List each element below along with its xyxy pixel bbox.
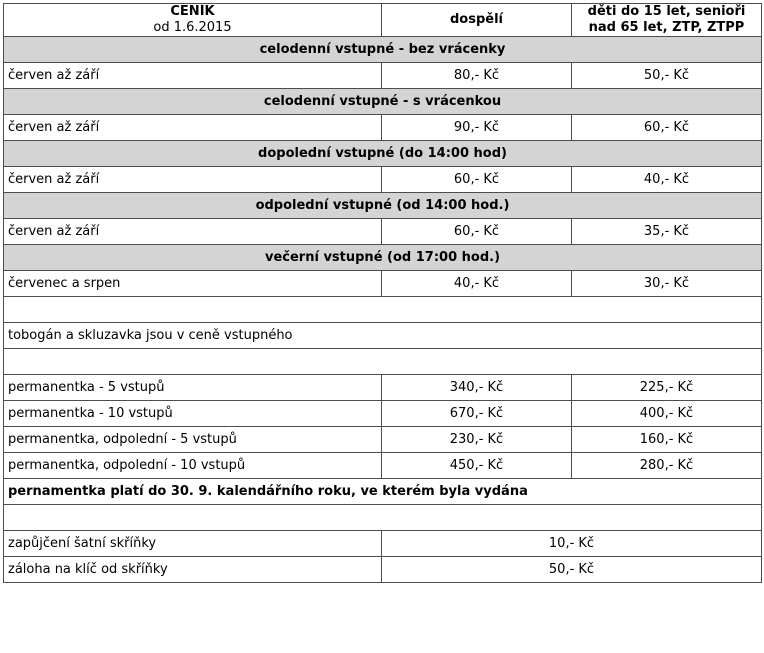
section-header: [4, 193, 762, 219]
price-adult: 450,- Kč: [382, 453, 572, 479]
price-list-title: CENÍK: [170, 4, 215, 19]
row-label: červen až září: [4, 115, 382, 141]
row-label: permanentka - 10 vstupů: [4, 401, 382, 427]
row-label: červen až září: [4, 167, 382, 193]
empty-cell: [4, 349, 762, 375]
empty-row: [4, 297, 762, 323]
empty-cell: [4, 297, 762, 323]
header-row: [4, 4, 762, 37]
price-reduced: 60,- Kč: [572, 115, 762, 141]
note-row: [4, 479, 762, 505]
section-title: odpolední vstupné (od 14:00 hod.): [4, 193, 762, 219]
price-adult: 670,- Kč: [382, 401, 572, 427]
table-row: [4, 115, 762, 141]
empty-row: [4, 349, 762, 375]
section-title: celodenní vstupné - bez vrácenky: [4, 37, 762, 63]
price-adult: 340,- Kč: [382, 375, 572, 401]
section-title: večerní vstupné (od 17:00 hod.): [4, 245, 762, 271]
slide-note: tobogán a skluzavka jsou v ceně vstupného: [4, 323, 762, 349]
section-header: [4, 245, 762, 271]
row-label: červen až září: [4, 219, 382, 245]
row-label: záloha na klíč od skříňky: [4, 557, 382, 583]
price-table: [3, 3, 762, 583]
row-label: permanentka, odpolední - 5 vstupů: [4, 427, 382, 453]
price-reduced: 400,- Kč: [572, 401, 762, 427]
note-row: [4, 323, 762, 349]
price-adult: 90,- Kč: [382, 115, 572, 141]
table-row: [4, 401, 762, 427]
price-reduced: 225,- Kč: [572, 375, 762, 401]
price-reduced: 280,- Kč: [572, 453, 762, 479]
valid-from-date: od 1.6.2015: [153, 20, 232, 35]
row-label: zapůjčení šatní skříňky: [4, 531, 382, 557]
table-row: [4, 427, 762, 453]
table-row: [4, 219, 762, 245]
price-adult: 40,- Kč: [382, 271, 572, 297]
price-reduced: 40,- Kč: [572, 167, 762, 193]
pass-validity-note: pernamentka platí do 30. 9. kalendářního roku, ve kterém byla vydána: [4, 479, 762, 505]
table-row: [4, 375, 762, 401]
row-label: červenec a srpen: [4, 271, 382, 297]
section-title: dopolední vstupné (do 14:00 hod): [4, 141, 762, 167]
section-title: celodenní vstupné - s vrácenkou: [4, 89, 762, 115]
row-label: permanentka, odpolední - 10 vstupů: [4, 453, 382, 479]
locker-deposit: 50,- Kč: [382, 557, 762, 583]
locker-price: 10,- Kč: [382, 531, 762, 557]
price-adult: 60,- Kč: [382, 167, 572, 193]
empty-row: [4, 505, 762, 531]
table-row: [4, 557, 762, 583]
table-row: [4, 531, 762, 557]
table-row: [4, 63, 762, 89]
section-header: [4, 89, 762, 115]
table-row: [4, 271, 762, 297]
header-title-cell: [4, 4, 382, 37]
price-adult: 230,- Kč: [382, 427, 572, 453]
price-reduced: 30,- Kč: [572, 271, 762, 297]
empty-cell: [4, 505, 762, 531]
column-header-adults: dospělí: [382, 4, 572, 37]
row-label: červen až září: [4, 63, 382, 89]
price-adult: 60,- Kč: [382, 219, 572, 245]
price-reduced: 35,- Kč: [572, 219, 762, 245]
table-row: [4, 453, 762, 479]
price-adult: 80,- Kč: [382, 63, 572, 89]
section-header: [4, 141, 762, 167]
table-row: [4, 167, 762, 193]
price-reduced: 160,- Kč: [572, 427, 762, 453]
price-reduced: 50,- Kč: [572, 63, 762, 89]
section-header: [4, 37, 762, 63]
row-label: permanentka - 5 vstupů: [4, 375, 382, 401]
column-header-reduced: děti do 15 let, senioři nad 65 let, ZTP, ZTPP: [572, 4, 762, 37]
